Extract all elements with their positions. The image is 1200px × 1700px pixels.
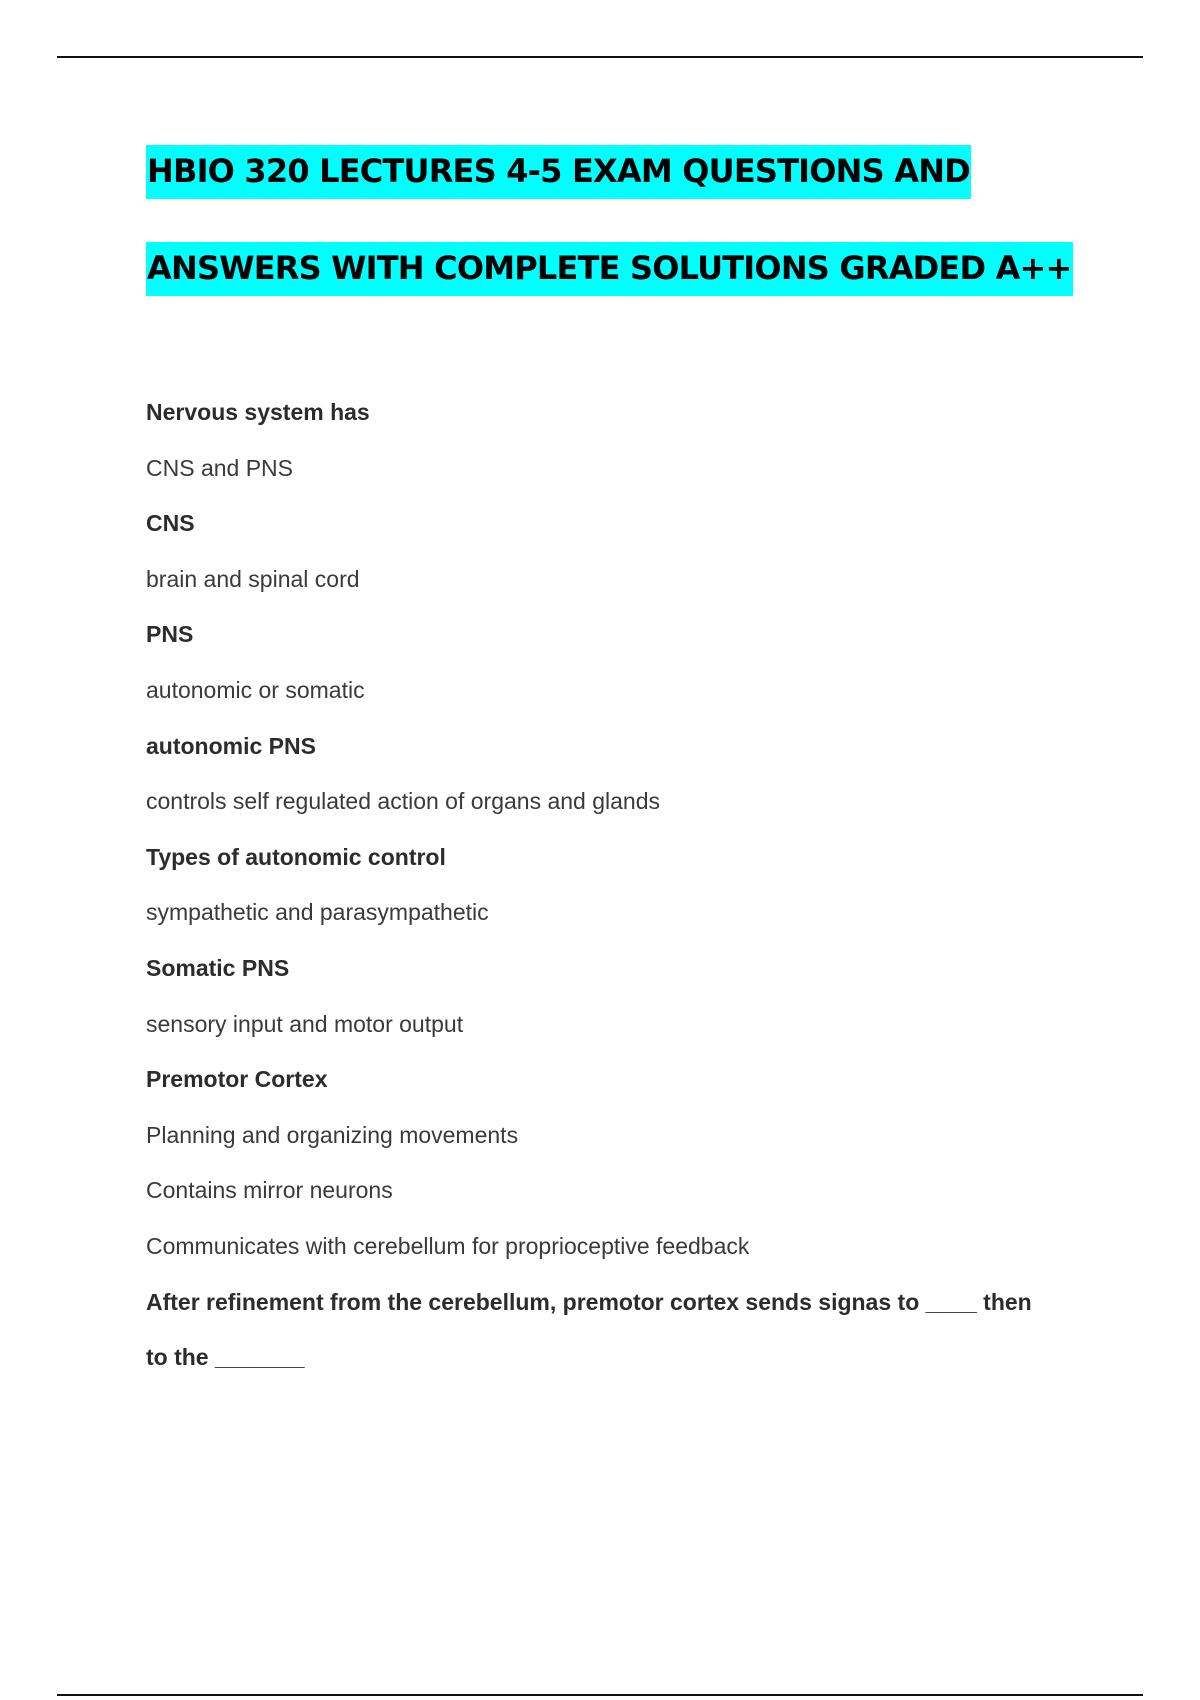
answer-pns: autonomic or somatic xyxy=(146,677,365,703)
question-pns: PNS xyxy=(146,621,194,647)
bottom-divider xyxy=(57,1694,1143,1696)
top-divider xyxy=(57,56,1143,58)
question-cns: CNS xyxy=(146,510,195,536)
question-cerebellum-refinement: After refinement from the cerebellum, premotor cortex sends signas to ____ then xyxy=(146,1289,1032,1315)
answer-premotor-cortex-1: Planning and organizing movements xyxy=(146,1122,519,1148)
answer-nervous-system: CNS and PNS xyxy=(146,455,294,481)
document-title-line-1 xyxy=(146,152,971,190)
answer-autonomic-control: sympathetic and parasympathetic xyxy=(146,899,489,925)
question-somatic-pns: Somatic PNS xyxy=(146,955,290,981)
answer-autonomic-pns: controls self regulated action of organs and glands xyxy=(146,788,660,814)
title-highlight-1: HBIO 320 LECTURES 4-5 EXAM QUESTIONS AND xyxy=(146,145,971,199)
answer-cns: brain and spinal cord xyxy=(146,566,360,592)
document-title-line-2 xyxy=(146,249,1073,287)
question-cerebellum-refinement-cont: to the _______ xyxy=(146,1344,305,1370)
question-nervous-system: Nervous system has xyxy=(146,399,370,425)
title-highlight-2: ANSWERS WITH COMPLETE SOLUTIONS GRADED A++ xyxy=(146,242,1073,296)
question-autonomic-control: Types of autonomic control xyxy=(146,844,446,870)
answer-somatic-pns: sensory input and motor output xyxy=(146,1011,464,1037)
answer-premotor-cortex-3: Communicates with cerebellum for proprioceptive feedback xyxy=(146,1233,750,1259)
question-premotor-cortex: Premotor Cortex xyxy=(146,1066,328,1092)
answer-premotor-cortex-2: Contains mirror neurons xyxy=(146,1177,393,1203)
question-autonomic-pns: autonomic PNS xyxy=(146,733,316,759)
